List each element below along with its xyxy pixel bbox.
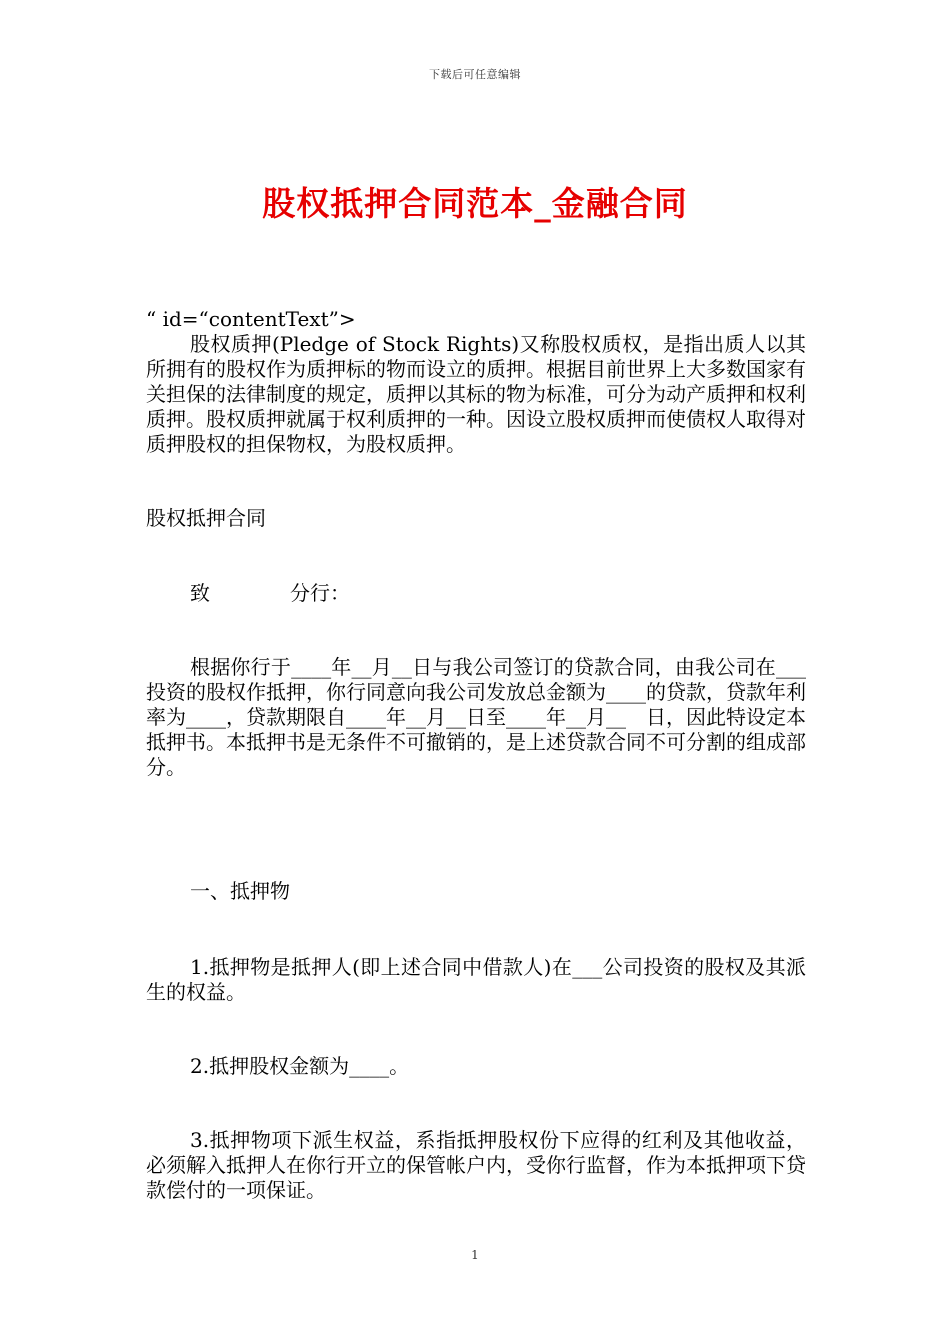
contract-heading: 股权抵押合同 [146, 506, 266, 530]
clause-3: 3.抵押物项下派生权益，系指抵押股权份下应得的红利及其他收益，必须解入抵押人在你行开立的保管帐户内，受你行监督，作为本抵押项下贷款偿付的一项保证。 [146, 1128, 806, 1202]
salutation-block [146, 581, 806, 606]
intro-block [146, 307, 806, 457]
preamble-paragraph: 根据你行于____年__月__日与我公司签订的贷款合同，由我公司在___投资的股权作抵押，你行同意向我公司发放总金额为____的贷款，贷款年利率为____，贷款期限自____年__月__日至____年__月__ 日，因此特设定本抵押书。本抵押书是无条件不可撤销的，是上述贷款合同不可分割的组成部分。 [146, 655, 806, 779]
document-title: 股权抵押合同范本_金融合同 [262, 184, 688, 223]
clause-1: 1.抵押物是抵押人(即上述合同中借款人)在___公司投资的股权及其派生的权益。 [146, 955, 806, 1004]
page-number: 1 [471, 1248, 479, 1262]
section-1-heading: 一、抵押物 [190, 879, 290, 903]
header-note: 下载后可任意编辑 [429, 68, 521, 81]
contract-heading-block [146, 506, 806, 531]
stray-markup-line: “ id=“contentText”> [146, 307, 356, 331]
clause-2-block [146, 1054, 806, 1079]
clause-2: 2.抵押股权金额为____。 [190, 1054, 410, 1078]
preamble-block [146, 655, 806, 780]
salutation: 致 分行： [190, 581, 350, 605]
clause-3-block [146, 1128, 806, 1203]
intro-paragraph: 股权质押(Pledge of Stock Rights)又称股权质权，是指出质人以其所拥有的股权作为质押标的物而设立的质押。根据目前世界上大多数国家有关担保的法律制度的规定，质押以其标的物为标准，可分为动产质押和权利质押。股权质押就属于权利质押的一种。因设立股权质押而使债权人取得对质押股权的担保物权，为股权质押。 [146, 332, 806, 456]
section-1-block [146, 879, 806, 904]
clause-1-block [146, 955, 806, 1005]
